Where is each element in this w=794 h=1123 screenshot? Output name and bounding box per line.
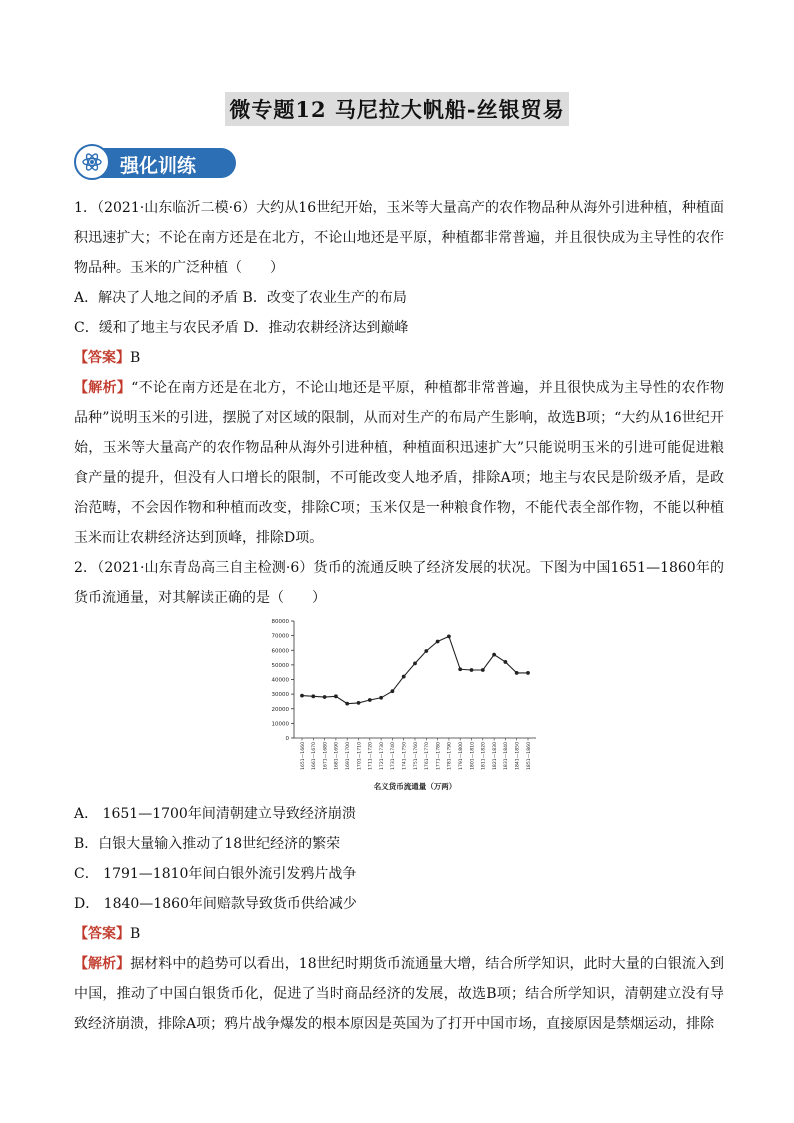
x-tick-label: 1681—1690: [334, 742, 340, 770]
data-point: [436, 640, 440, 644]
x-tick-label: 1711—1720: [368, 742, 374, 770]
y-tick-label: 0: [285, 736, 289, 742]
q1-answer: [74, 343, 724, 373]
x-tick-label: 1821—1830: [492, 742, 498, 770]
x-axis-label: 名义货币流通量（万两）: [373, 782, 457, 791]
y-tick-label: 40000: [271, 677, 289, 684]
data-point: [311, 694, 315, 698]
data-point: [413, 662, 417, 666]
analysis-text: 据材料中的趋势可以看出，18世纪时期货币流通量大增，结合所学知识，此时大量的白银流入到中国，推动了中国白银货币化，促进了当时商品经济的发展，故选B项；结合所学知识，清朝建立没有导致经济崩溃，排除A项；鸦片战争爆发的根本原因是英国为了打开中国市场，直接原因是禁烟运动，排除: [74, 956, 725, 1032]
x-tick-label: 1791—1800: [459, 742, 464, 770]
answer-value: B: [130, 926, 141, 942]
y-tick-label: 50000: [271, 662, 289, 669]
section-banner: [74, 144, 236, 180]
title-wrap: [0, 92, 794, 126]
analysis-text: “不论在南方还是在北方，不论山地还是平原，种植都非常普遍，并且很快成为主导性的农作物品种”说明玉米的引进，摆脱了对区域的限制，从而对生产的布局产生影响，故选B项；“大约从16世纪开始，玉米等大量高产的农作物品种从海外引进种植，种植面积迅速扩大”只能说明玉米的引进可能促进粮食产量的提升，但没有人口增长的限制，不可能改变人地矛盾，排除A项；地主与农民是阶级矛盾，是政治范畴，不会因作物和种植而改变，排除C项；玉米仅是一种粮食作物，不能代表全部作物，不能以种植玉米而让农耕经济达到顶峰，排除D项。: [74, 380, 725, 546]
x-tick-label: 1671—1680: [323, 742, 329, 770]
content: [74, 193, 724, 1039]
series-line: [302, 636, 528, 703]
x-tick-label: 1691—1700: [346, 742, 351, 770]
x-tick-label: 1811—1820: [481, 742, 487, 770]
x-tick-label: 1761—1770: [425, 742, 431, 770]
x-tick-label: 1721—1730: [379, 742, 385, 770]
q1-stem: 1．（2021·山东临沂二模·6）大约从16世纪开始，玉米等大量高产的农作物品种从海外引进种植，种植面积迅速扩大；不论在南方还是在北方，不论山地还是平原，种植都非常普遍，并且很快成为主导性的农作物品种。玉米的广泛种植（ ）: [74, 200, 724, 276]
y-tick-label: 70000: [271, 633, 289, 640]
data-point: [323, 695, 327, 699]
x-tick-label: 1751—1760: [413, 742, 419, 770]
q1-option-cd: C．缓和了地主与农民矛盾 D．推动农耕经济达到巅峰: [74, 320, 409, 336]
x-tick-label: 1841—1850: [515, 742, 521, 770]
data-point: [492, 653, 496, 657]
data-point: [504, 660, 508, 664]
line-chart-svg: [256, 615, 546, 793]
x-tick-label: 1731—1740: [391, 742, 397, 770]
data-point: [391, 689, 395, 693]
x-tick-label: 1851—1860: [526, 742, 532, 770]
q2-answer: [74, 919, 724, 949]
answer-value: B: [130, 350, 141, 366]
y-tick-label: 30000: [271, 692, 289, 699]
q2-analysis: [74, 949, 724, 1039]
x-tick-label: 1661—1670: [312, 742, 318, 770]
q2-option-a: A． 1651—1700年间清朝建立导致经济崩溃: [74, 806, 356, 822]
page-title: 微专题12 马尼拉大帆船-丝银贸易: [225, 92, 568, 126]
data-point: [424, 649, 428, 653]
x-tick-label: 1801—1810: [470, 742, 476, 770]
q2-option-c: C． 1791—1810年间白银外流引发鸦片战争: [74, 866, 357, 882]
answer-tag: 【答案】: [74, 926, 130, 942]
banner-label: 强化训练: [120, 155, 197, 177]
x-tick-label: 1831—1840: [504, 742, 510, 770]
y-tick-label: 10000: [271, 721, 289, 728]
answer-tag: 【答案】: [74, 350, 130, 366]
data-point: [458, 667, 462, 671]
money-supply-chart: [74, 615, 724, 795]
q2-option-b: B．白银大量输入推动了18世纪经济的繁荣: [74, 836, 341, 852]
atom-icon: [74, 144, 110, 180]
data-point: [402, 675, 406, 679]
data-point: [368, 698, 372, 702]
data-point: [470, 668, 474, 672]
x-tick-label: 1651—1660: [300, 742, 306, 770]
analysis-tag: 【解析】: [74, 956, 131, 972]
y-tick-label: 80000: [271, 619, 289, 625]
y-tick-label: 60000: [271, 648, 289, 655]
analysis-tag: 【解析】: [74, 380, 132, 396]
x-tick-label: 1701—1710: [357, 742, 363, 770]
q2-option-d: D． 1840—1860年间赔款导致货币供给减少: [74, 896, 357, 912]
data-point: [447, 634, 451, 638]
x-tick-label: 1781—1790: [447, 742, 453, 770]
data-point: [357, 701, 361, 705]
data-point: [526, 671, 530, 675]
data-point: [334, 694, 338, 698]
data-point: [481, 668, 485, 672]
x-tick-label: 1771—1780: [436, 742, 442, 770]
data-point: [300, 694, 304, 698]
y-tick-label: 20000: [271, 706, 289, 713]
q2-stem: 2．（2021·山东青岛高三自主检测·6）货币的流通反映了经济发展的状况。下图为中国1651—1860年的货币流通量，对其解读正确的是（ ）: [74, 560, 724, 606]
data-point: [345, 702, 349, 706]
q1-option-ab: A．解决了人地之间的矛盾 B．改变了农业生产的布局: [74, 290, 407, 306]
x-tick-label: 1741—1750: [402, 742, 408, 770]
data-point: [379, 696, 383, 700]
data-point: [515, 671, 519, 675]
q1-analysis: [74, 373, 724, 553]
